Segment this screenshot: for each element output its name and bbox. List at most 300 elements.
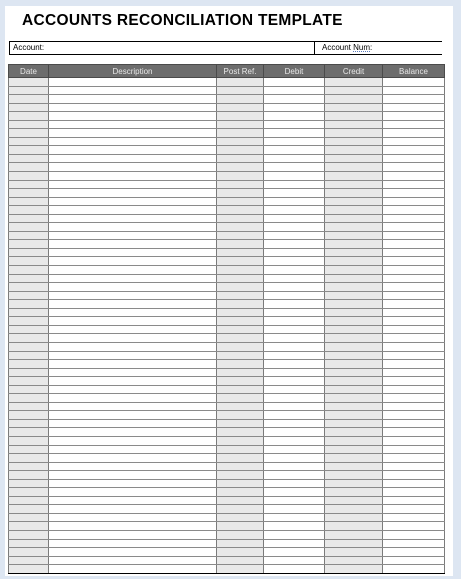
cell-credit[interactable] (325, 206, 383, 215)
cell-credit[interactable] (325, 154, 383, 163)
cell-credit[interactable] (325, 342, 383, 351)
cell-balance[interactable] (383, 206, 445, 215)
cell-date[interactable] (9, 112, 49, 121)
cell-debit[interactable] (264, 129, 325, 138)
cell-description[interactable] (49, 342, 217, 351)
cell-credit[interactable] (325, 308, 383, 317)
cell-debit[interactable] (264, 189, 325, 198)
cell-debit[interactable] (264, 308, 325, 317)
cell-post-ref[interactable] (217, 513, 264, 522)
cell-debit[interactable] (264, 137, 325, 146)
cell-date[interactable] (9, 197, 49, 206)
cell-debit[interactable] (264, 214, 325, 223)
cell-balance[interactable] (383, 240, 445, 249)
cell-description[interactable] (49, 231, 217, 240)
cell-description[interactable] (49, 300, 217, 309)
cell-description[interactable] (49, 462, 217, 471)
cell-balance[interactable] (383, 78, 445, 87)
cell-post-ref[interactable] (217, 120, 264, 129)
cell-description[interactable] (49, 180, 217, 189)
cell-post-ref[interactable] (217, 206, 264, 215)
cell-date[interactable] (9, 402, 49, 411)
cell-balance[interactable] (383, 317, 445, 326)
cell-debit[interactable] (264, 496, 325, 505)
cell-description[interactable] (49, 325, 217, 334)
cell-date[interactable] (9, 154, 49, 163)
cell-debit[interactable] (264, 548, 325, 557)
cell-balance[interactable] (383, 548, 445, 557)
cell-date[interactable] (9, 291, 49, 300)
cell-debit[interactable] (264, 103, 325, 112)
cell-debit[interactable] (264, 274, 325, 283)
cell-date[interactable] (9, 428, 49, 437)
account-field[interactable] (9, 42, 315, 54)
cell-description[interactable] (49, 556, 217, 565)
cell-post-ref[interactable] (217, 223, 264, 232)
cell-balance[interactable] (383, 95, 445, 104)
cell-post-ref[interactable] (217, 257, 264, 266)
cell-description[interactable] (49, 377, 217, 386)
cell-balance[interactable] (383, 231, 445, 240)
cell-credit[interactable] (325, 214, 383, 223)
cell-debit[interactable] (264, 360, 325, 369)
cell-debit[interactable] (264, 95, 325, 104)
cell-post-ref[interactable] (217, 411, 264, 420)
cell-credit[interactable] (325, 129, 383, 138)
cell-description[interactable] (49, 530, 217, 539)
cell-date[interactable] (9, 137, 49, 146)
cell-description[interactable] (49, 86, 217, 95)
cell-date[interactable] (9, 317, 49, 326)
cell-debit[interactable] (264, 257, 325, 266)
cell-date[interactable] (9, 163, 49, 172)
cell-balance[interactable] (383, 445, 445, 454)
cell-date[interactable] (9, 556, 49, 565)
cell-post-ref[interactable] (217, 214, 264, 223)
cell-post-ref[interactable] (217, 197, 264, 206)
cell-description[interactable] (49, 95, 217, 104)
cell-description[interactable] (49, 308, 217, 317)
cell-balance[interactable] (383, 291, 445, 300)
cell-description[interactable] (49, 360, 217, 369)
cell-credit[interactable] (325, 197, 383, 206)
cell-description[interactable] (49, 197, 217, 206)
cell-debit[interactable] (264, 146, 325, 155)
cell-post-ref[interactable] (217, 163, 264, 172)
cell-date[interactable] (9, 522, 49, 531)
cell-credit[interactable] (325, 428, 383, 437)
cell-date[interactable] (9, 231, 49, 240)
cell-description[interactable] (49, 539, 217, 548)
cell-balance[interactable] (383, 129, 445, 138)
cell-balance[interactable] (383, 283, 445, 292)
cell-post-ref[interactable] (217, 95, 264, 104)
cell-balance[interactable] (383, 86, 445, 95)
cell-debit[interactable] (264, 206, 325, 215)
cell-post-ref[interactable] (217, 565, 264, 574)
cell-debit[interactable] (264, 513, 325, 522)
cell-balance[interactable] (383, 462, 445, 471)
cell-post-ref[interactable] (217, 266, 264, 275)
cell-date[interactable] (9, 360, 49, 369)
cell-credit[interactable] (325, 163, 383, 172)
cell-post-ref[interactable] (217, 308, 264, 317)
cell-debit[interactable] (264, 172, 325, 181)
cell-date[interactable] (9, 513, 49, 522)
cell-date[interactable] (9, 274, 49, 283)
cell-post-ref[interactable] (217, 479, 264, 488)
cell-balance[interactable] (383, 513, 445, 522)
cell-description[interactable] (49, 548, 217, 557)
cell-credit[interactable] (325, 223, 383, 232)
cell-balance[interactable] (383, 274, 445, 283)
cell-post-ref[interactable] (217, 283, 264, 292)
cell-debit[interactable] (264, 479, 325, 488)
cell-debit[interactable] (264, 419, 325, 428)
cell-date[interactable] (9, 325, 49, 334)
cell-credit[interactable] (325, 120, 383, 129)
cell-post-ref[interactable] (217, 342, 264, 351)
cell-credit[interactable] (325, 231, 383, 240)
cell-description[interactable] (49, 154, 217, 163)
cell-credit[interactable] (325, 471, 383, 480)
cell-date[interactable] (9, 368, 49, 377)
cell-date[interactable] (9, 266, 49, 275)
cell-post-ref[interactable] (217, 368, 264, 377)
cell-description[interactable] (49, 248, 217, 257)
cell-post-ref[interactable] (217, 522, 264, 531)
cell-date[interactable] (9, 530, 49, 539)
cell-date[interactable] (9, 240, 49, 249)
cell-credit[interactable] (325, 137, 383, 146)
cell-date[interactable] (9, 488, 49, 497)
cell-balance[interactable] (383, 471, 445, 480)
cell-balance[interactable] (383, 223, 445, 232)
cell-credit[interactable] (325, 530, 383, 539)
cell-date[interactable] (9, 394, 49, 403)
cell-credit[interactable] (325, 479, 383, 488)
cell-description[interactable] (49, 454, 217, 463)
cell-balance[interactable] (383, 266, 445, 275)
cell-description[interactable] (49, 402, 217, 411)
cell-credit[interactable] (325, 565, 383, 574)
cell-post-ref[interactable] (217, 436, 264, 445)
cell-description[interactable] (49, 488, 217, 497)
cell-balance[interactable] (383, 394, 445, 403)
cell-balance[interactable] (383, 539, 445, 548)
cell-balance[interactable] (383, 146, 445, 155)
cell-balance[interactable] (383, 385, 445, 394)
cell-date[interactable] (9, 206, 49, 215)
cell-description[interactable] (49, 368, 217, 377)
cell-debit[interactable] (264, 411, 325, 420)
cell-description[interactable] (49, 129, 217, 138)
cell-balance[interactable] (383, 496, 445, 505)
cell-debit[interactable] (264, 368, 325, 377)
cell-date[interactable] (9, 146, 49, 155)
cell-date[interactable] (9, 95, 49, 104)
cell-post-ref[interactable] (217, 334, 264, 343)
cell-post-ref[interactable] (217, 385, 264, 394)
cell-date[interactable] (9, 120, 49, 129)
cell-balance[interactable] (383, 556, 445, 565)
cell-post-ref[interactable] (217, 240, 264, 249)
cell-balance[interactable] (383, 257, 445, 266)
cell-date[interactable] (9, 377, 49, 386)
cell-description[interactable] (49, 505, 217, 514)
cell-credit[interactable] (325, 360, 383, 369)
cell-credit[interactable] (325, 146, 383, 155)
cell-debit[interactable] (264, 283, 325, 292)
cell-description[interactable] (49, 120, 217, 129)
cell-post-ref[interactable] (217, 300, 264, 309)
cell-description[interactable] (49, 394, 217, 403)
cell-debit[interactable] (264, 112, 325, 121)
cell-date[interactable] (9, 214, 49, 223)
cell-post-ref[interactable] (217, 556, 264, 565)
cell-date[interactable] (9, 419, 49, 428)
cell-description[interactable] (49, 513, 217, 522)
cell-balance[interactable] (383, 172, 445, 181)
cell-date[interactable] (9, 172, 49, 181)
cell-balance[interactable] (383, 436, 445, 445)
cell-post-ref[interactable] (217, 530, 264, 539)
cell-post-ref[interactable] (217, 496, 264, 505)
cell-debit[interactable] (264, 454, 325, 463)
cell-credit[interactable] (325, 283, 383, 292)
cell-description[interactable] (49, 419, 217, 428)
cell-date[interactable] (9, 505, 49, 514)
cell-description[interactable] (49, 146, 217, 155)
account-number-field[interactable] (315, 42, 442, 54)
cell-credit[interactable] (325, 180, 383, 189)
cell-debit[interactable] (264, 300, 325, 309)
cell-credit[interactable] (325, 419, 383, 428)
cell-post-ref[interactable] (217, 317, 264, 326)
cell-credit[interactable] (325, 548, 383, 557)
cell-balance[interactable] (383, 360, 445, 369)
cell-credit[interactable] (325, 411, 383, 420)
cell-balance[interactable] (383, 368, 445, 377)
cell-debit[interactable] (264, 291, 325, 300)
cell-balance[interactable] (383, 505, 445, 514)
cell-credit[interactable] (325, 248, 383, 257)
cell-post-ref[interactable] (217, 505, 264, 514)
cell-date[interactable] (9, 103, 49, 112)
cell-credit[interactable] (325, 189, 383, 198)
cell-debit[interactable] (264, 163, 325, 172)
cell-post-ref[interactable] (217, 154, 264, 163)
cell-credit[interactable] (325, 240, 383, 249)
cell-date[interactable] (9, 351, 49, 360)
cell-post-ref[interactable] (217, 189, 264, 198)
cell-post-ref[interactable] (217, 180, 264, 189)
cell-post-ref[interactable] (217, 419, 264, 428)
cell-debit[interactable] (264, 394, 325, 403)
cell-balance[interactable] (383, 137, 445, 146)
cell-debit[interactable] (264, 231, 325, 240)
cell-credit[interactable] (325, 300, 383, 309)
cell-credit[interactable] (325, 351, 383, 360)
cell-post-ref[interactable] (217, 146, 264, 155)
cell-description[interactable] (49, 214, 217, 223)
cell-debit[interactable] (264, 180, 325, 189)
cell-credit[interactable] (325, 377, 383, 386)
cell-credit[interactable] (325, 334, 383, 343)
cell-description[interactable] (49, 334, 217, 343)
cell-debit[interactable] (264, 334, 325, 343)
cell-description[interactable] (49, 137, 217, 146)
cell-credit[interactable] (325, 385, 383, 394)
cell-debit[interactable] (264, 223, 325, 232)
cell-debit[interactable] (264, 445, 325, 454)
cell-debit[interactable] (264, 385, 325, 394)
cell-post-ref[interactable] (217, 137, 264, 146)
cell-date[interactable] (9, 445, 49, 454)
cell-date[interactable] (9, 565, 49, 574)
cell-balance[interactable] (383, 180, 445, 189)
cell-credit[interactable] (325, 454, 383, 463)
cell-debit[interactable] (264, 471, 325, 480)
cell-post-ref[interactable] (217, 539, 264, 548)
cell-description[interactable] (49, 78, 217, 87)
cell-post-ref[interactable] (217, 548, 264, 557)
cell-post-ref[interactable] (217, 291, 264, 300)
cell-balance[interactable] (383, 565, 445, 574)
cell-credit[interactable] (325, 103, 383, 112)
cell-date[interactable] (9, 86, 49, 95)
cell-balance[interactable] (383, 334, 445, 343)
cell-date[interactable] (9, 496, 49, 505)
cell-credit[interactable] (325, 368, 383, 377)
cell-balance[interactable] (383, 530, 445, 539)
cell-debit[interactable] (264, 351, 325, 360)
cell-credit[interactable] (325, 462, 383, 471)
cell-post-ref[interactable] (217, 325, 264, 334)
cell-post-ref[interactable] (217, 172, 264, 181)
cell-credit[interactable] (325, 394, 383, 403)
cell-debit[interactable] (264, 78, 325, 87)
cell-debit[interactable] (264, 240, 325, 249)
cell-description[interactable] (49, 428, 217, 437)
cell-post-ref[interactable] (217, 394, 264, 403)
cell-date[interactable] (9, 454, 49, 463)
cell-description[interactable] (49, 522, 217, 531)
cell-post-ref[interactable] (217, 351, 264, 360)
cell-description[interactable] (49, 266, 217, 275)
cell-debit[interactable] (264, 120, 325, 129)
cell-description[interactable] (49, 496, 217, 505)
cell-date[interactable] (9, 471, 49, 480)
cell-post-ref[interactable] (217, 428, 264, 437)
cell-description[interactable] (49, 223, 217, 232)
cell-balance[interactable] (383, 214, 445, 223)
cell-date[interactable] (9, 308, 49, 317)
cell-post-ref[interactable] (217, 248, 264, 257)
cell-description[interactable] (49, 291, 217, 300)
cell-debit[interactable] (264, 428, 325, 437)
cell-credit[interactable] (325, 556, 383, 565)
cell-post-ref[interactable] (217, 112, 264, 121)
cell-post-ref[interactable] (217, 454, 264, 463)
cell-debit[interactable] (264, 539, 325, 548)
cell-balance[interactable] (383, 154, 445, 163)
cell-credit[interactable] (325, 257, 383, 266)
cell-date[interactable] (9, 342, 49, 351)
cell-date[interactable] (9, 248, 49, 257)
cell-balance[interactable] (383, 342, 445, 351)
cell-post-ref[interactable] (217, 488, 264, 497)
cell-description[interactable] (49, 411, 217, 420)
cell-debit[interactable] (264, 530, 325, 539)
cell-description[interactable] (49, 445, 217, 454)
cell-balance[interactable] (383, 112, 445, 121)
cell-post-ref[interactable] (217, 129, 264, 138)
cell-date[interactable] (9, 334, 49, 343)
cell-credit[interactable] (325, 402, 383, 411)
cell-debit[interactable] (264, 325, 325, 334)
cell-balance[interactable] (383, 402, 445, 411)
cell-date[interactable] (9, 283, 49, 292)
cell-date[interactable] (9, 189, 49, 198)
cell-post-ref[interactable] (217, 360, 264, 369)
cell-description[interactable] (49, 351, 217, 360)
cell-credit[interactable] (325, 172, 383, 181)
cell-debit[interactable] (264, 565, 325, 574)
cell-credit[interactable] (325, 539, 383, 548)
cell-debit[interactable] (264, 377, 325, 386)
cell-post-ref[interactable] (217, 377, 264, 386)
cell-date[interactable] (9, 257, 49, 266)
cell-date[interactable] (9, 548, 49, 557)
cell-credit[interactable] (325, 112, 383, 121)
cell-description[interactable] (49, 206, 217, 215)
cell-balance[interactable] (383, 428, 445, 437)
cell-description[interactable] (49, 317, 217, 326)
cell-debit[interactable] (264, 248, 325, 257)
cell-description[interactable] (49, 565, 217, 574)
cell-balance[interactable] (383, 163, 445, 172)
cell-date[interactable] (9, 436, 49, 445)
cell-date[interactable] (9, 385, 49, 394)
cell-balance[interactable] (383, 308, 445, 317)
cell-date[interactable] (9, 411, 49, 420)
cell-credit[interactable] (325, 505, 383, 514)
cell-balance[interactable] (383, 197, 445, 206)
cell-debit[interactable] (264, 154, 325, 163)
cell-post-ref[interactable] (217, 231, 264, 240)
cell-date[interactable] (9, 300, 49, 309)
cell-credit[interactable] (325, 274, 383, 283)
cell-debit[interactable] (264, 505, 325, 514)
cell-debit[interactable] (264, 266, 325, 275)
cell-description[interactable] (49, 471, 217, 480)
cell-credit[interactable] (325, 317, 383, 326)
cell-debit[interactable] (264, 197, 325, 206)
cell-debit[interactable] (264, 522, 325, 531)
cell-description[interactable] (49, 385, 217, 394)
cell-balance[interactable] (383, 411, 445, 420)
cell-description[interactable] (49, 240, 217, 249)
cell-balance[interactable] (383, 325, 445, 334)
cell-balance[interactable] (383, 522, 445, 531)
cell-credit[interactable] (325, 95, 383, 104)
cell-post-ref[interactable] (217, 471, 264, 480)
cell-balance[interactable] (383, 377, 445, 386)
cell-debit[interactable] (264, 436, 325, 445)
cell-balance[interactable] (383, 454, 445, 463)
cell-balance[interactable] (383, 120, 445, 129)
